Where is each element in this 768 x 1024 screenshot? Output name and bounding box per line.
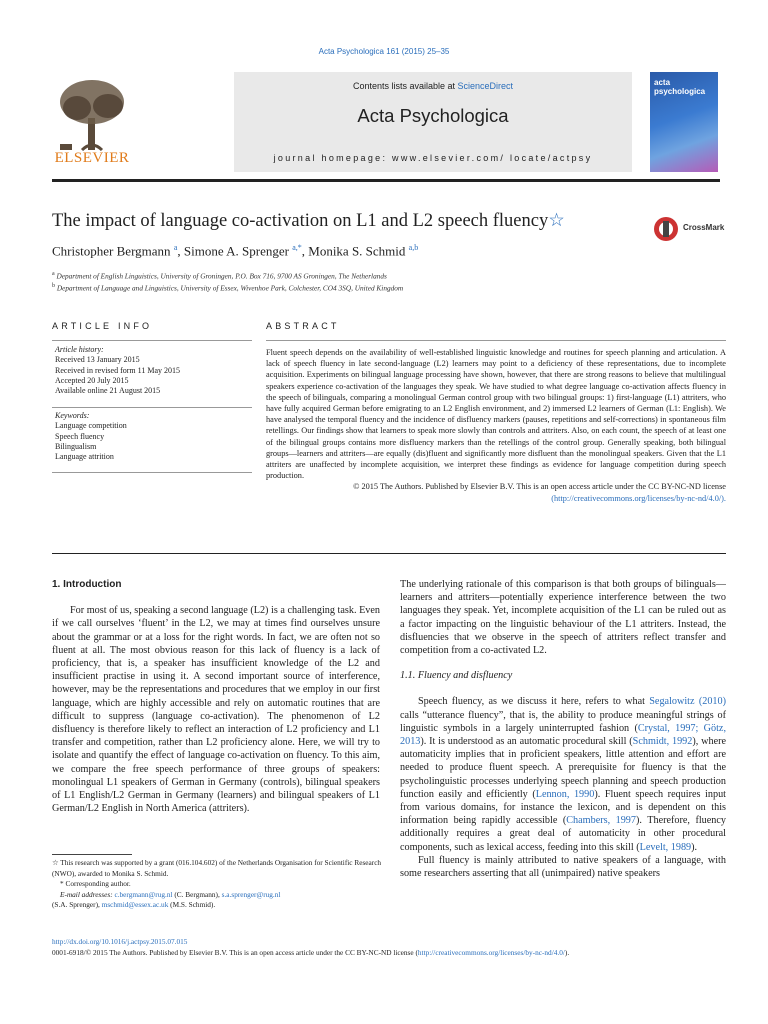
affiliation-text: Department of English Linguistics, University of Groningen, P.O. Box 716, 9700 AS Groningen, The Netherlands (56, 271, 387, 281)
email-owner: (M.S. Schmid). (168, 900, 216, 909)
journal-name: Acta Psychologica (357, 105, 509, 126)
author-affiliation-sup[interactable]: a (173, 243, 178, 252)
article-history (55, 345, 255, 396)
footnotes (52, 858, 382, 911)
license-link[interactable]: (http://creativecommons.org/licenses/by-nc-nd/4.0/). (551, 493, 726, 503)
cover-title-line2: psychologica (654, 87, 706, 96)
contents-line (234, 81, 632, 91)
rights-line (52, 947, 732, 958)
journal-citation[interactable]: Acta Psychologica 161 (2015) 25–35 (318, 47, 450, 56)
keywords (55, 411, 255, 462)
divider (52, 340, 252, 341)
contents-prefix: Contents lists available at (352, 81, 458, 91)
subsection-heading: 1.1. Fluency and disfluency (400, 670, 513, 682)
citation-link[interactable]: Segalowitz (2010) (649, 696, 726, 708)
article-title (52, 210, 612, 232)
page-footer (52, 936, 732, 958)
body-paragraph: Full fluency is mainly attributed to native speakers of a language, with some researchers asserting that all (unimpaired) native speakers (400, 854, 726, 880)
affiliation-text: Department of Language and Linguistics, University of Essex, Wivenhoe Park, Colchester, CO4 3SQ, United Kingdom (56, 283, 404, 293)
history-label: Article history: (55, 345, 104, 354)
author-list (52, 243, 612, 259)
title-footnote-star[interactable]: ☆ (548, 211, 565, 231)
keyword-item: Speech fluency (55, 431, 105, 441)
body-paragraph: For most of us, speaking a second language (L2) is a challenging task. Even if we call ourselves ‘fluent’ in the L2, we may at times find ourselves unsure about the grammar or at a loss for the right words. In fact, we are often not so fluent at all. The most obvious reason for this lack of fluency is a lack of proficiency, that is, a speaker has insufficient knowledge of the L2 and insufficient practise in using it. A second important source of interference, however, may be the representations and procedures that we employ in our first language, which are highly accessible and rely on automatic routines that are difficult to suppress (language co-activation). The phenomenon of L2 disfluency is therefore likely to reflect an interaction of L2 proficiency and L1 transfer and competition, rather than L2 proficiency alone. Here, we will try to isolate and quantify the effect of language co-activation on fluency. To this aim, we compare the free speech performance of three groups of speakers: monolingual L1 speakers of German in Germany (controls), bilingual speakers of L1 English/L2 German in Germany (learners) and bilingual speakers of L1 German/L2 English in North America (attriters). (52, 605, 380, 815)
section-heading: 1. Introduction (52, 579, 122, 590)
abstract-heading: ABSTRACT (266, 321, 340, 331)
citation-link[interactable]: Lennon, 1990 (535, 788, 595, 800)
keywords-label: Keywords: (55, 411, 90, 420)
email-link[interactable]: mschmid@essex.ac.uk (101, 900, 169, 909)
footnote-text: Corresponding author. (65, 879, 131, 888)
footnote-emails-cont (52, 900, 382, 911)
footnote-emails (52, 890, 382, 901)
email-owner: (C. Bergmann), (172, 889, 222, 899)
abstract-text: Fluent speech depends on the availability of well-established linguistic knowledge and routines for speech planning and articulation. A lack of speech fluency in late second-language (L2) learners may point to a deficiency of these representations, due to incomplete acquisition. Experiments on bilingual language processing have shown, however, that there are strong reasons to believe that multilingual speakers experience co-activation of the languages they speak. We have studied to what degree language co-activation affects fluency in the speech of bilinguals, comparing a monolingual German control group with two bilingual groups: 1) first-language (L1) attriters, who have fully acquired German before emigrating to an L2 English environment, and 2) immersed L2 learners of German (L1: English). We have analysed the temporal fluency and the incidence of disfluency markers (pauses, repetitions and self-corrections) in spontaneous film retellings. Our findings show that learners to speak more slowly than controls and attriters. Also, on each count, the speech of at least one of the bilingual groups contains more disfluency markers than the retellings of the control group. Generally speaking, both bilingual groups—learners and attriters—are equally (dis)fluent and significantly more disfluent than the monolingual speakers. Given that the L1 attriters are unaffected by incomplete acquisition, we interpret these findings as evidence for language competition during speech production. (266, 348, 726, 481)
elsevier-wordmark: ELSEVIER (54, 150, 130, 166)
history-item: Received 13 January 2015 (55, 355, 140, 365)
citation-link[interactable]: Chambers, 1997 (566, 815, 636, 827)
crossmark-icon (653, 216, 679, 242)
author-affiliation-sup[interactable]: a,b (408, 243, 419, 252)
text-run: calls “utterance fluency”, that is, the ability to produce meaningful strings of linguistic symbols in a largely uninterrupted fashion ( (400, 709, 726, 734)
history-item: Received in revised form 11 May 2015 (55, 365, 181, 375)
rights-text: 0001-6918/© 2015 The Authors. Published by Elsevier B.V. This is an open access article under the CC BY-NC-ND license ( (52, 948, 418, 957)
author-name: Monika S. Schmid (308, 243, 406, 259)
text-run: ), where automaticity implies that in proficient speakers, little attention and effort are needed to produce fluent speech. A prerequisite for fluency is that the psycholinguistic processes underlying speech planning and speech production function easily and efficiently ( (400, 736, 727, 800)
sciencedirect-link[interactable]: ScienceDirect (457, 81, 514, 91)
divider (52, 472, 252, 473)
keyword-item: Bilingualism (55, 441, 97, 451)
license-link[interactable]: http://creativecommons.org/licenses/by-nc-nd/4.0/ (417, 948, 565, 957)
text-run: ). (691, 841, 698, 853)
footnote-star (52, 858, 382, 879)
author-affiliation-sup[interactable]: a,* (292, 243, 302, 252)
body-right-column (400, 578, 726, 880)
divider (52, 407, 252, 408)
copyright-text: © 2015 The Authors. Published by Elsevier B.V. This is an open access article under the CC BY-NC-ND license (353, 482, 726, 492)
citation-link[interactable]: Levelt, 1989 (639, 841, 692, 853)
cover-title (654, 78, 705, 96)
doi-link[interactable]: http://dx.doi.org/10.1016/j.actpsy.2015.07.015 (52, 937, 188, 946)
cover-title-line1: acta (654, 78, 671, 87)
footnote-corresponding: * Corresponding author. (60, 879, 131, 888)
abstract-body (266, 347, 726, 504)
crossmark-label: CrossMark (683, 223, 725, 232)
email-owner: (S.A. Sprenger), (52, 900, 102, 909)
footnote-star-mark: ☆ (52, 858, 59, 867)
history-item: Accepted 20 July 2015 (55, 375, 129, 385)
citation-link[interactable]: Schmidt, 1992 (632, 736, 693, 748)
author-name: Christopher Bergmann (52, 243, 171, 259)
text-run: Speech fluency, as we discuss it here, refers to what (418, 696, 650, 708)
title-text: The impact of language co-activation on L1 and L2 speech fluency (52, 211, 549, 231)
footnote-rule (52, 854, 132, 855)
email-link[interactable]: s.a.sprenger@rug.nl (221, 889, 281, 899)
citation-link[interactable]: Crystal, 1997; Götz, 2013 (400, 722, 727, 748)
author-name: Simone A. Sprenger (183, 243, 289, 259)
text-run: ). It is understood as an automatic procedural skill ( (420, 736, 633, 748)
email-label: E-mail addresses: (60, 889, 113, 899)
body-paragraph (400, 695, 726, 853)
text-run: ). Therefore, fluency additionally requires a great deal of automaticity in other procedural components, such as lexical access, feeding into this skill ( (400, 815, 726, 853)
copyright-line (266, 481, 726, 503)
affiliation-item (52, 269, 692, 281)
affiliation-sup: b (52, 283, 55, 290)
text-run: ). Fluent speech requires input from various domains, for instance the lexicon, and is dependent on this information being rapidly accessible ( (400, 788, 726, 827)
journal-homepage[interactable]: journal homepage: www.elsevier.com/ locate/actpsy (273, 153, 593, 163)
journal-cover (650, 72, 718, 172)
article-info-heading: ARTICLE INFO (52, 321, 153, 331)
author-separator: , (301, 243, 309, 259)
section-rule (52, 553, 726, 554)
elsevier-logo (52, 78, 132, 166)
keyword-item: Language attrition (55, 452, 114, 462)
affiliations (52, 269, 692, 294)
body-paragraph: The underlying rationale of this comparison is that both groups of bilinguals—learners and attriters—potentially experience interference between the two languages they speak. Yet, incomplete acquisition of the L1 can be ruled out as a factor impacting on the linguistic behaviour of the L1 attriters. Instead, the disfluencies that we observe in the speech of attriters reflect transfer and competition from a co-activated L2. (400, 579, 726, 657)
author-separator: , (177, 243, 184, 259)
history-item: Available online 21 August 2015 (55, 386, 161, 396)
crossmark-badge[interactable] (653, 214, 733, 246)
affiliation-sup: a (52, 271, 55, 277)
email-link[interactable]: c.bergmann@rug.nl (114, 889, 173, 899)
keyword-item: Language competition (55, 421, 127, 431)
footnote-text: This research was supported by a grant (016.104.602) of the Netherlands Organisation for Scientific Research (NWO), awarded to Monika S. Schmid. (52, 858, 382, 878)
header-rule (52, 179, 720, 182)
divider (266, 340, 726, 341)
affiliation-item (52, 281, 692, 293)
rights-text: ). (564, 948, 570, 957)
body-left-column (52, 578, 380, 815)
